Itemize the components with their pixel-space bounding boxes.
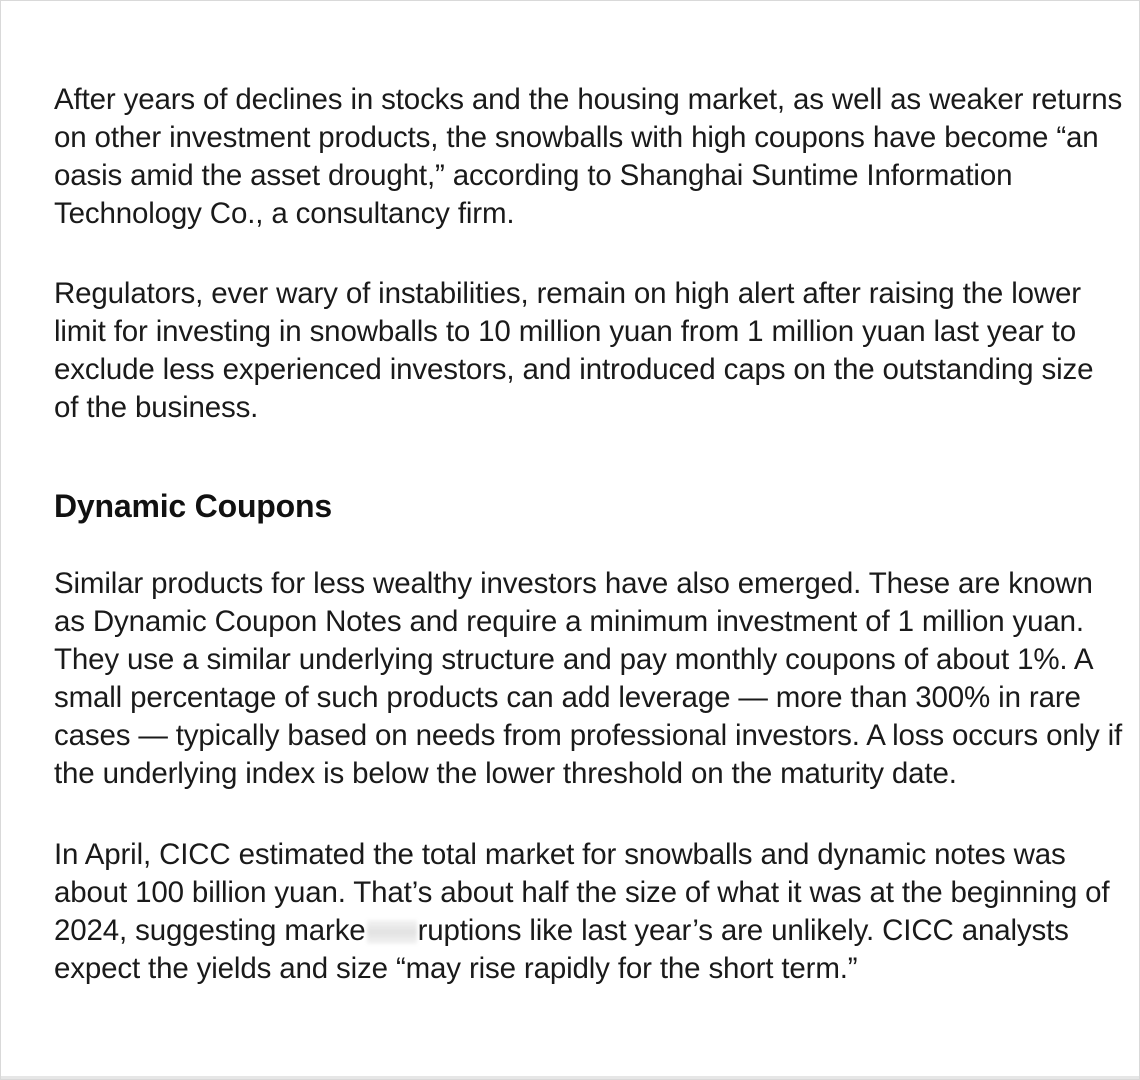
paragraph-4-text-after: ruptions like last year’s are unlikely. CICC analysts expect the yields and size “may rise rapidly for the short term.” bbox=[54, 914, 1069, 985]
paragraph-4 bbox=[54, 836, 1124, 988]
paragraph-4-text-before: In April, CICC estimated the total market for snowballs and dynamic notes was about 100 billion yuan. That’s about half the size of what it was at the beginning of 2024, suggesting marke bbox=[54, 838, 1110, 947]
section-heading: Dynamic Coupons bbox=[54, 488, 332, 524]
redaction-blur bbox=[367, 920, 417, 944]
bottom-divider bbox=[1, 1076, 1139, 1079]
paragraph-2: Regulators, ever wary of instabilities, remain on high alert after raising the lower limit for investing in snowballs to 10 million yuan from 1 million yuan last year to exclude less experienced investors, and introduced caps on the outstanding size of the business. bbox=[54, 277, 1094, 424]
article-body bbox=[54, 81, 1124, 988]
paragraph-3: Similar products for less wealthy investors have also emerged. These are known as Dynamic Coupon Notes and require a minimum investment of 1 million yuan. They use a similar underlying structure and pay monthly coupons of about 1%. A small percentage of such products can add leverage — more than 300% in rare cases — typically based on needs from professional investors. A loss occurs only if the underlying index is below the lower threshold on the maturity date. bbox=[54, 567, 1123, 790]
paragraph-1: After years of declines in stocks and the housing market, as well as weaker returns on other investment products, the snowballs with high coupons have become “an oasis amid the asset drought,” according to Shanghai Suntime Information Technology Co., a consultancy firm. bbox=[54, 83, 1123, 230]
